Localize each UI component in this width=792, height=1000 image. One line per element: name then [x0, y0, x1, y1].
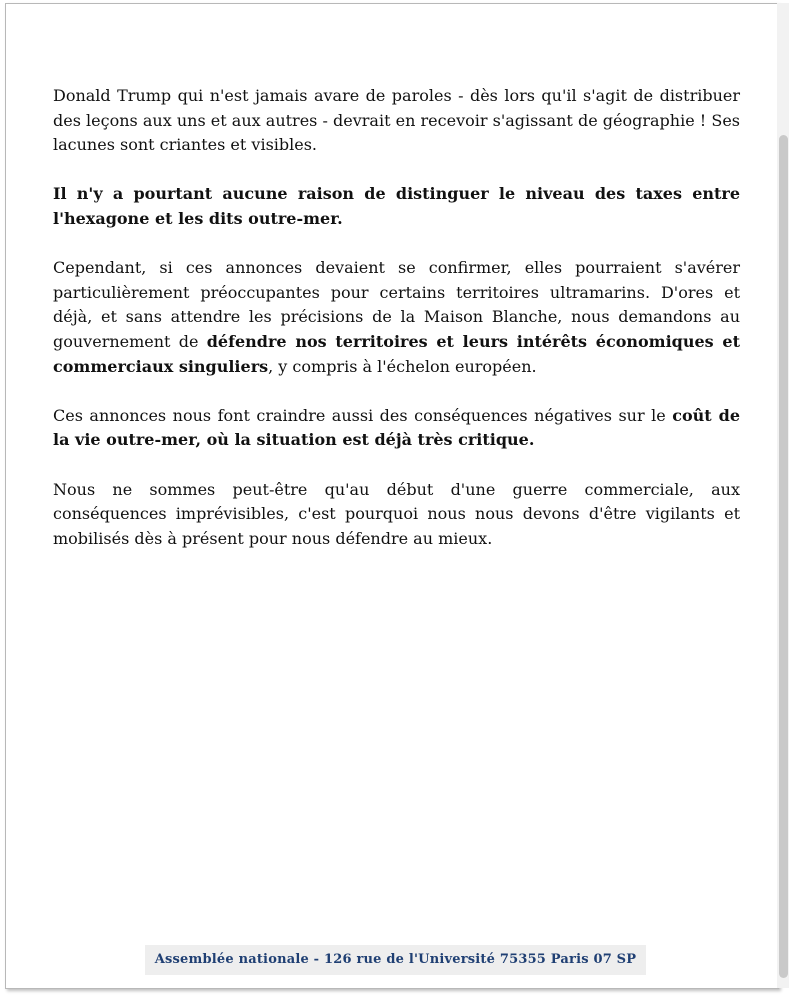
- paragraph-intro: [53, 84, 740, 158]
- paragraph-announcements-text-1: Cependant, si ces annonces devaient se confirmer, elles pourraient s'avérer particulièrement préoccupantes pour certains territoires ultramarins. D'ores et déjà, et sans attendre les précisions de la Maison Blanche, nous demandons au gouvernement de: [53, 258, 740, 351]
- paragraph-cost-bold: coût de la vie outre-mer, où la situation est déjà très critique.: [53, 405, 741, 450]
- paragraph-taxes: [53, 182, 740, 231]
- paragraph-intro-text: Donald Trump qui n'est jamais avare de paroles - dès lors qu'il s'agit de distribuer des leçons aux uns et aux autres - devrait en recevoir s'agissant de géographie ! Ses lacunes sont criantes et visibles.: [53, 86, 740, 155]
- scrollbar-thumb[interactable]: [779, 135, 788, 978]
- paragraph-trade-war: [53, 478, 740, 552]
- document-body: [53, 84, 740, 576]
- paragraph-taxes-bold: Il n'y a pourtant aucune raison de distinguer le niveau des taxes entre l'hexagone et les dits outre-mer.: [53, 184, 740, 228]
- paragraph-trade-war-text: Nous ne sommes peut-être qu'au début d'une guerre commerciale, aux conséquences imprévisibles, c'est pourquoi nous nous devons d'être vigilants et mobilisés dès à présent pour nous défendre au mieux.: [53, 479, 740, 548]
- paragraph-announcements-text-2: , y compris à l'échelon européen.: [268, 356, 537, 376]
- paragraph-announcements: [53, 256, 740, 379]
- paragraph-cost-of-living: [53, 404, 740, 453]
- footer-address: Assemblée nationale - 126 rue de l'Université 75355 Paris 07 SP: [145, 945, 646, 975]
- paragraph-cost-text: Ces annonces nous font craindre aussi des conséquences négatives sur le: [53, 405, 673, 425]
- paragraph-announcements-bold: défendre nos territoires et leurs intérêts économiques et commerciaux singuliers: [53, 331, 740, 376]
